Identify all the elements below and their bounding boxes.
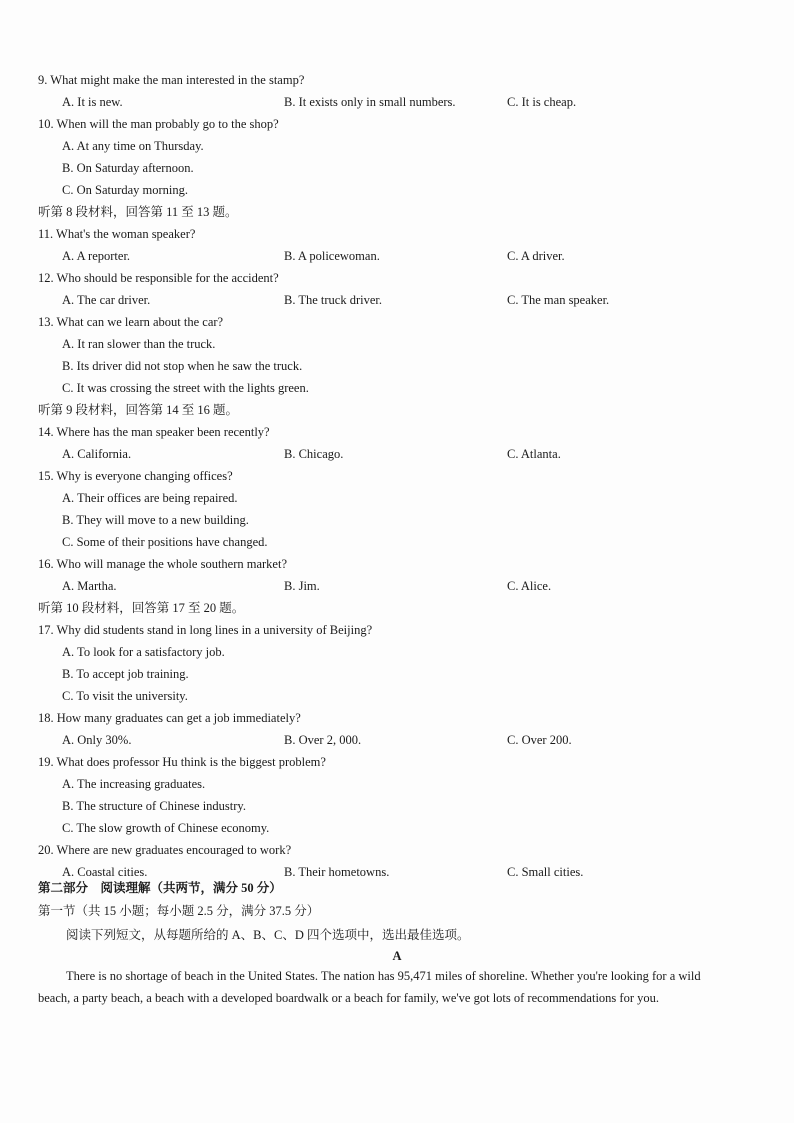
section-title: 第一节（共 15 小题；每小题 2.5 分，满分 37.5 分） <box>38 904 320 918</box>
answer-option: C. Alice. <box>507 579 552 593</box>
passage-label: A <box>392 949 402 963</box>
answer-option: A. At any time on Thursday. <box>62 139 204 153</box>
question-stem: 14. Where has the man speaker been recently? <box>38 425 270 439</box>
answer-option: C. The man speaker. <box>507 293 610 307</box>
answer-option: B. Chicago. <box>284 447 344 461</box>
answer-option: B. Jim. <box>284 579 320 593</box>
answer-option: C. Small cities. <box>507 865 584 879</box>
instruction: 阅读下列短文，从每题所给的 A、B、C、D 四个选项中，选出最佳选项。 <box>66 928 470 942</box>
question-stem: 12. Who should be responsible for the accident? <box>38 271 279 285</box>
answer-option: B. The truck driver. <box>284 293 383 307</box>
answer-option: B. On Saturday afternoon. <box>62 161 194 175</box>
answer-option: C. It was crossing the street with the lights green. <box>62 381 309 395</box>
question-stem: 10. When will the man probably go to the shop? <box>38 117 279 131</box>
question-stem: 15. Why is everyone changing offices? <box>38 469 233 483</box>
answer-option: A. Coastal cities. <box>62 865 148 879</box>
answer-option: A. California. <box>62 447 132 461</box>
answer-option: B. To accept job training. <box>62 667 189 681</box>
answer-option: A. To look for a satisfactory job. <box>62 645 225 659</box>
answer-option: A. A reporter. <box>62 249 131 263</box>
part-title: 第二部分 阅读理解（共两节，满分 50 分） <box>38 881 282 895</box>
answer-option: A. It is new. <box>62 95 123 109</box>
answer-option: C. On Saturday morning. <box>62 183 189 197</box>
passage-text: There is no shortage of beach in the United States. The nation has 95,471 miles of shoreline. Whether you're looking for a wild beach, a party beach, a beach with a developed boardwalk or a beach for family, we've got lots of recommendations for you. <box>38 969 701 1005</box>
answer-option: C. Over 200. <box>507 733 572 747</box>
answer-option: A. It ran slower than the truck. <box>62 337 216 351</box>
answer-option: C. Some of their positions have changed. <box>62 535 268 549</box>
question-stem: 18. How many graduates can get a job immediately? <box>38 711 301 725</box>
question-stem: 11. What's the woman speaker? <box>38 227 196 241</box>
answer-option: B. The structure of Chinese industry. <box>62 799 246 813</box>
answer-option: B. They will move to a new building. <box>62 513 249 527</box>
question-stem: 17. Why did students stand in long lines in a university of Beijing? <box>38 623 373 637</box>
answer-option: B. Over 2, 000. <box>284 733 362 747</box>
answer-option: A. The car driver. <box>62 293 151 307</box>
answer-option: B. It exists only in small numbers. <box>284 95 456 109</box>
question-stem: 19. What does professor Hu think is the biggest problem? <box>38 755 326 769</box>
question-stem: 20. Where are new graduates encouraged to work? <box>38 843 292 857</box>
answer-option: C. A driver. <box>507 249 565 263</box>
answer-option: C. The slow growth of Chinese economy. <box>62 821 270 835</box>
answer-option: C. Atlanta. <box>507 447 561 461</box>
answer-option: C. It is cheap. <box>507 95 577 109</box>
answer-option: B. A policewoman. <box>284 249 380 263</box>
section-heading: 听第 10 段材料，回答第 17 至 20 题。 <box>38 601 245 615</box>
answer-option: A. Only 30%. <box>62 733 132 747</box>
question-stem: 13. What can we learn about the car? <box>38 315 224 329</box>
answer-option: C. To visit the university. <box>62 689 188 703</box>
question-stem: 16. Who will manage the whole southern market? <box>38 557 288 571</box>
answer-option: A. The increasing graduates. <box>62 777 206 791</box>
answer-option: B. Their hometowns. <box>284 865 390 879</box>
question-stem: 9. What might make the man interested in the stamp? <box>38 73 305 87</box>
answer-option: B. Its driver did not stop when he saw the truck. <box>62 359 303 373</box>
section-heading: 听第 9 段材料，回答第 14 至 16 题。 <box>38 403 239 417</box>
section-heading: 听第 8 段材料，回答第 11 至 13 题。 <box>38 205 238 219</box>
answer-option: A. Martha. <box>62 579 117 593</box>
answer-option: A. Their offices are being repaired. <box>62 491 238 505</box>
